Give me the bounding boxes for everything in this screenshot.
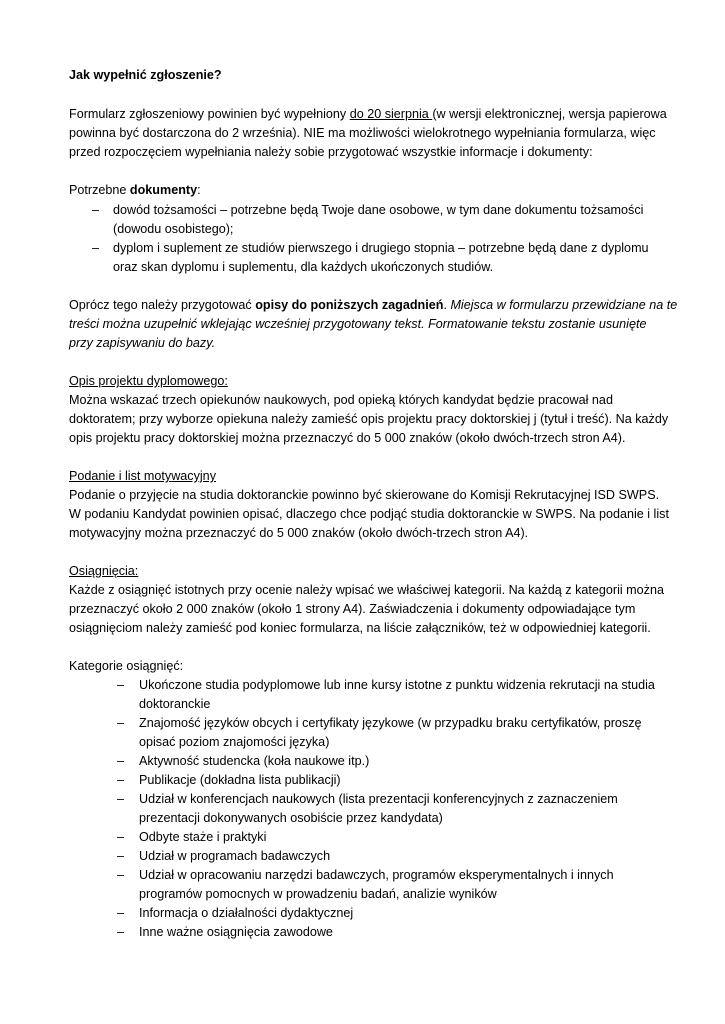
section-heading-application: Podanie i list motywacyjny <box>69 469 216 483</box>
documents-keyword: dokumenty <box>129 183 198 197</box>
intro-text: (w wersji elektronicznej, wersja papierowa <box>432 107 667 121</box>
list-item: Aktywność studencka (koła naukowe itp.) <box>139 754 370 768</box>
bullet-dash: – <box>117 754 125 768</box>
bullet-dash: – <box>92 241 100 255</box>
descriptions-line-3: przy zapisywaniu do bazy. <box>69 336 216 350</box>
descriptions-line-1: Oprócz tego należy przygotować opisy do poniższych zagadnień. Miejsca w formularzu przewidziane na te <box>69 298 678 312</box>
intro-line-1 <box>69 105 667 124</box>
categories-heading: Kategorie osiągnięć: <box>69 659 184 673</box>
list-item: Publikacje (dokładna lista publikacji) <box>139 773 341 787</box>
bullet-dash: – <box>117 925 125 939</box>
project-line-2: doktoratem; przy wyborze opiekuna należy zamieść opis projektu pracy doktorskiej j (tytuł i treść). Na każdy <box>69 412 669 426</box>
bullet-dash: – <box>117 792 125 806</box>
list-item: Znajomość języków obcych i certyfikaty językowe (w przypadku braku certyfikatów, proszę <box>139 716 642 730</box>
deadline-date: do 20 sierpnia <box>349 107 433 121</box>
list-item: Inne ważne osiągnięcia zawodowe <box>139 925 333 939</box>
bullet-dash: – <box>117 906 125 920</box>
list-item-continued: oraz skan dyplomu i suplementu, dla każdych ukończonych studiów. <box>113 260 494 274</box>
intro-line-2: powinna być dostarczona do 2 września). NIE ma możliwości wielokrotnego wypełniania formularza, więc <box>69 126 656 140</box>
list-item: dowód tożsamości – potrzebne będą Twoje dane osobowe, w tym dane dokumentu tożsamości <box>113 203 644 217</box>
list-item-continued: (dowodu osobistego); <box>113 222 234 236</box>
list-item: Udział w programach badawczych <box>139 849 331 863</box>
application-line-1: Podanie o przyjęcie na studia doktoranckie powinno być skierowane do Komisji Rekrutacyjnej ISD SWPS. <box>69 488 660 502</box>
achievements-line-1: Każde z osiągnięć istotnych przy ocenie należy wpisać we właściwej kategorii. Na każdą z kategorii można <box>69 583 664 597</box>
achievements-line-3: osiągnięciom należy zamieść pod koniec formularza, na liście załączników, też w odpowiedniej kategorii. <box>69 621 651 635</box>
intro-text: Formularz zgłoszeniowy powinien być wypełniony <box>69 107 350 121</box>
list-item-continued: opisać poziom znajomości języka) <box>139 735 330 749</box>
project-line-1: Można wskazać trzech opiekunów naukowych, pod opieką których kandydat będzie pracował nad <box>69 393 613 407</box>
list-item: dyplom i suplement ze studiów pierwszego i drugiego stopnia – potrzebne będą dane z dyplomu <box>113 241 649 255</box>
list-item: Odbyte staże i praktyki <box>139 830 267 844</box>
documents-label: Potrzebne dokumenty: <box>69 183 201 197</box>
list-item: Informacja o działalności dydaktycznej <box>139 906 354 920</box>
application-line-2: W podaniu Kandydat powinien opisać, dlaczego chce podjąć studia doktoranckie w SWPS. Na podanie i list <box>69 507 669 521</box>
page-title: Jak wypełnić zgłoszenie? <box>69 68 222 82</box>
list-item: Udział w konferencjach naukowych (lista prezentacji konferencyjnych z zaznaczeniem <box>139 792 618 806</box>
list-item: Ukończone studia podyplomowe lub inne kursy istotne z punktu widzenia rekrutacji na studia <box>139 678 655 692</box>
list-item-continued: programów pomocnych w prowadzeniu badań, analizie wyników <box>139 887 497 901</box>
bullet-dash: – <box>117 849 125 863</box>
bullet-dash: – <box>117 716 125 730</box>
bullet-dash: – <box>117 678 125 692</box>
achievements-line-2: przeznaczyć około 2 000 znaków (około 1 strony A4). Zaświadczenia i dokumenty odpowiadające tym <box>69 602 636 616</box>
project-line-3: opis projektu pracy doktorskiej można przeznaczyć do 5 000 znaków (około dwóch-trzech stron A4). <box>69 431 626 445</box>
descriptions-keyword: opisy do poniższych zagadnień <box>255 298 444 312</box>
bullet-dash: – <box>117 830 125 844</box>
bullet-dash: – <box>92 203 100 217</box>
section-heading-project: Opis projektu dyplomowego: <box>69 374 228 388</box>
list-item: Udział w opracowaniu narzędzi badawczych, programów eksperymentalnych i innych <box>139 868 614 882</box>
list-item-continued: doktoranckie <box>139 697 211 711</box>
section-heading-achievements: Osiągnięcia: <box>69 564 139 578</box>
intro-line-3: przed rozpoczęciem wypełniania należy sobie przygotować wszystkie informacje i dokumenty: <box>69 145 593 159</box>
bullet-dash: – <box>117 773 125 787</box>
application-line-3: motywacyjny można przeznaczyć do 5 000 znaków (około dwóch-trzech stron A4). <box>69 526 529 540</box>
bullet-dash: – <box>117 868 125 882</box>
list-item-continued: prezentacji dokonywanych osobiście przez kandydata) <box>139 811 443 825</box>
descriptions-line-2: treści można uzupełnić wklejając wcześniej przygotowany tekst. Formatowanie tekstu zostanie usunięte <box>69 317 647 331</box>
